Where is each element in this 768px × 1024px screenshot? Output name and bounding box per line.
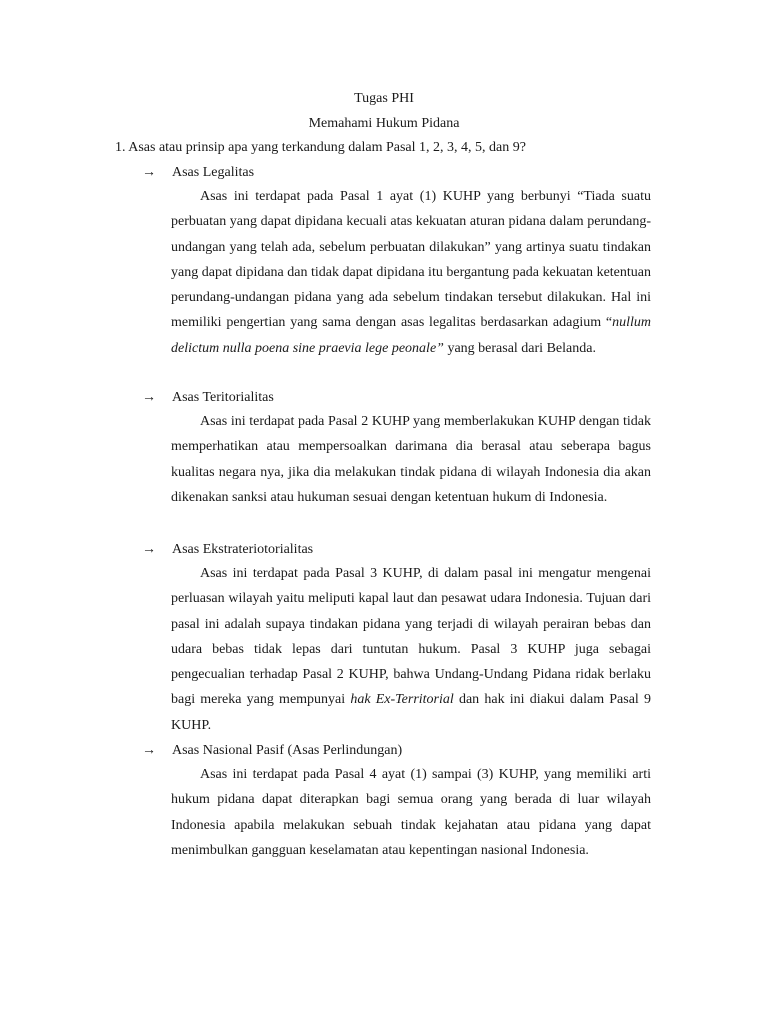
heading-label: Asas Nasional Pasif (Asas Perlindungan) bbox=[172, 743, 403, 758]
section-heading-ekstrateritorialitas bbox=[142, 540, 313, 560]
arrow-icon: → bbox=[142, 542, 156, 557]
paragraph-nasional-pasif: Asas ini terdapat pada Pasal 4 ayat (1) sampai (3) KUHP, yang memiliki arti hukum pidana dapat diterapkan bagi semua orang yang berada di luar wilayah Indonesia apabila melakukan sebuah tindak kejahatan atau pidana yang dapat menimbulkan gangguan keselamatan atau kepentingan nasional Indonesia. bbox=[171, 767, 651, 858]
paragraph-ekstrateritorialitas: Asas ini terdapat pada Pasal 3 KUHP, di dalam pasal ini mengatur mengenai perluasan wilayah yaitu meliputi kapal laut dan pesawat udara Indonesia. Tujuan dari pasal ini adalah supaya tindakan pidana yang terjadi di wilayah perairan bebas dan udara bebas tidak lepas dari tuntutan hukum. Pasal 3 KUHP juga sebagai pengecualian terhadap Pasal 2 KUHP, bahwa Undang-Undang Pidana ridak berlaku bagi mereka yang mempunyai hak Ex-Territorial dan hak ini diakui dalam Pasal 9 KUHP. bbox=[171, 566, 651, 733]
paragraph-teritorialitas: Asas ini terdapat pada Pasal 2 KUHP yang memberlakukan KUHP dengan tidak memperhatikan atau mempersoalkan darimana dia berasal atau seberapa bagus kualitas negara nya, jika dia melakukan tindak pidana di wilayah Indonesia dia akan dikenakan sanksi atau hukuman sesuai dengan ketentuan hukum di Indonesia. bbox=[171, 414, 651, 505]
heading-label: Asas Teritorialitas bbox=[172, 390, 274, 405]
paragraph-legalitas: Asas ini terdapat pada Pasal 1 ayat (1) KUHP yang berbunyi “Tiada suatu perbuatan yang dapat dipidana kecuali atas kekuatan aturan pidana dalam perundang-undangan yang telah ada, sebelum perbuatan dilakukan” yang artinya suatu tindakan yang dapat dipidana dan tidak dapat dipidana itu bergantung pada kekuatan ketentuan perundang-undangan pidana yang ada sebelum tindakan tersebut dilakukan. Hal ini memiliki pengertian yang sama dengan asas legalitas berdasarkan adagium “nullum delictum nulla poena sine praevia lege peonale” yang berasal dari Belanda. bbox=[171, 189, 651, 356]
heading-label: Asas Ekstrateriotorialitas bbox=[172, 542, 314, 557]
section-heading-teritorialitas bbox=[142, 388, 274, 408]
latin-adage: nullum delictum nulla poena sine praevia lege peonale” bbox=[171, 315, 651, 356]
heading-label: Asas Legalitas bbox=[172, 165, 255, 180]
document-title: Tugas PHI bbox=[354, 91, 414, 106]
arrow-icon: → bbox=[142, 165, 156, 180]
section-heading-legalitas bbox=[142, 163, 254, 183]
arrow-icon: → bbox=[142, 390, 156, 405]
section-heading-nasional-pasif bbox=[142, 741, 402, 761]
arrow-icon: → bbox=[142, 743, 156, 758]
ex-territorial-term: hak Ex-Territorial bbox=[350, 692, 454, 708]
document-subtitle: Memahami Hukum Pidana bbox=[308, 116, 460, 131]
question-1: 1. Asas atau prinsip apa yang terkandung dalam Pasal 1, 2, 3, 4, 5, dan 9? bbox=[115, 140, 526, 155]
